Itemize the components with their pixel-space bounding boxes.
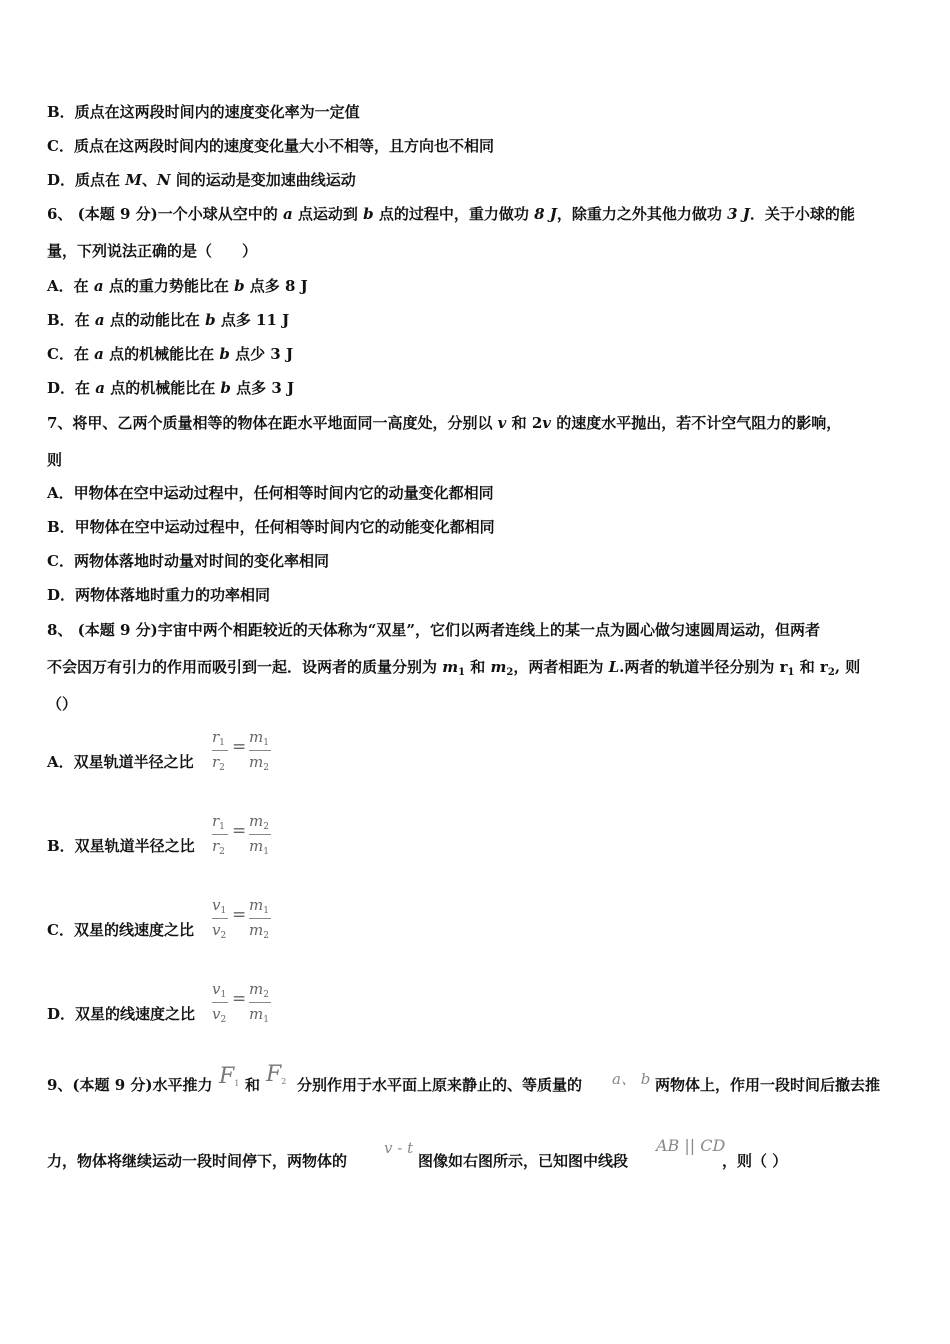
q6-option-c: C．在 a 点的机械能比在 b 点少 3 J xyxy=(47,345,294,363)
q8-stem-line3: （） xyxy=(47,695,78,713)
q7-stem-line2: 则 xyxy=(47,451,63,469)
q5-option-b: B．质点在这两段时间内的速度变化率为一定值 xyxy=(47,103,360,121)
q9-abcd-symbol: AB || CD xyxy=(656,1136,726,1155)
q6-stem-line2: 量，下列说法正确的是（ ） xyxy=(47,242,258,260)
q6-stem-line1: 6、 (本题 9 分)一个小球从空中的 a 点运动到 b 点的过程中，重力做功 8 J，除重力之外其他力做功 3 J．关于小球的能 xyxy=(47,205,855,223)
q9-and: 和 xyxy=(245,1076,261,1094)
q8-option-d: D．双星的线速度之比 xyxy=(47,1005,196,1023)
q7-option-c: C．两物体落地时动量对时间的变化率相同 xyxy=(47,552,329,570)
q9-ab-symbol: a、 b xyxy=(612,1070,651,1088)
q6-option-d: D．在 a 点的机械能比在 b 点多 3 J xyxy=(47,379,295,397)
q8-stem-line2: 不会因万有引力的作用而吸引到一起．设两者的质量分别为 $m_1$ 和 $m_2$，两者相距为 L.两者的轨道半径分别为 $r_1$ 和 $r_2$, 则 xyxy=(47,658,861,678)
q9-stem-line2-c: ，则（ ） xyxy=(722,1152,788,1170)
q6-option-a: A．在 a 点的重力势能比在 b 点多 8 J xyxy=(47,277,308,295)
q7-option-d: D．两物体落地时重力的功率相同 xyxy=(47,586,271,604)
q8-stem-line1: 8、 (本题 9 分)宇宙中两个相距较近的天体称为“双星”，它们以两者连线上的某一点为圆心做匀速圆周运动，但两者 xyxy=(47,621,820,639)
q9-stem-line2-b: 图像如右图所示，已知图中线段 xyxy=(418,1152,629,1170)
q9-f1-symbol: F1 xyxy=(219,1064,240,1089)
q5-option-d: D．质点在 M、N 间的运动是变加速曲线运动 xyxy=(47,171,356,189)
q6-option-b: B．在 a 点的动能比在 b 点多 11 J xyxy=(47,311,290,329)
q8-option-b: B．双星轨道半径之比 xyxy=(47,837,195,855)
q9-stem-line2-a: 力，物体将继续运动一段时间停下，两物体的 xyxy=(47,1152,348,1170)
q8-option-c: C．双星的线速度之比 xyxy=(47,921,194,939)
q9-stem-line1-a: 9、(本题 9 分)水平推力 xyxy=(47,1076,213,1094)
q9-vt-symbol: v - t xyxy=(384,1139,414,1157)
q8-option-a: A．双星轨道半径之比 xyxy=(47,753,194,771)
q7-stem-line1: 7、将甲、乙两个质量相等的物体在距水平地面同一高度处，分别以 v 和 2v 的速度水平抛出，若不计空气阻力的影响， xyxy=(47,414,842,432)
q9-stem-line1-c: 两物体上，作用一段时间后撤去推 xyxy=(655,1076,881,1094)
q7-option-b: B．甲物体在空中运动过程中，任何相等时间内它的动能变化都相同 xyxy=(47,518,495,536)
q9-stem-line1-b: 分别作用于水平面上原来静止的、等质量的 xyxy=(297,1076,583,1094)
q7-option-a: A．甲物体在空中运动过程中，任何相等时间内它的动量变化都相同 xyxy=(47,484,494,502)
q9-f2-symbol: F2 xyxy=(266,1062,287,1087)
q5-option-c: C．质点在这两段时间内的速度变化量大小不相等，且方向也不相同 xyxy=(47,137,494,155)
